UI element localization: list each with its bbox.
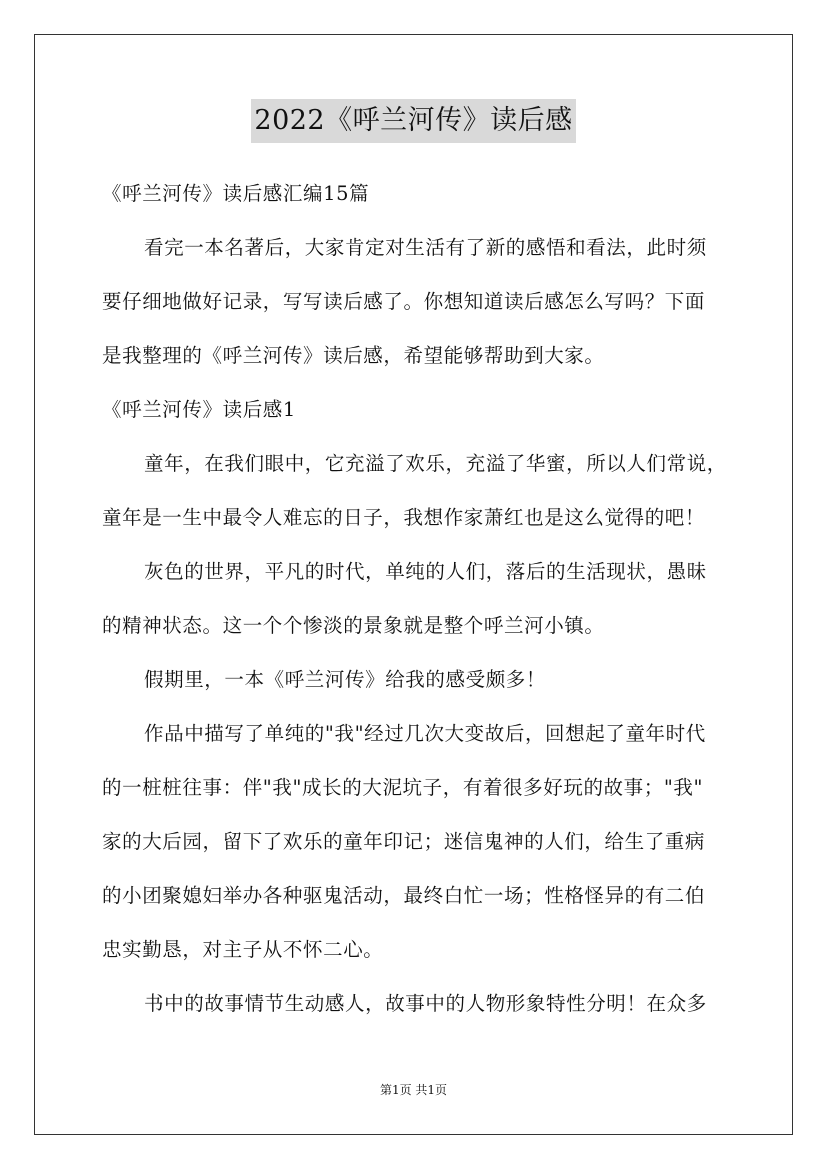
- paragraph-line: 书中的故事情节生动感人，故事中的人物形象特性分明！在众多: [144, 992, 707, 1015]
- paragraph-line: 童年，在我们眼中，它充溢了欢乐，充溢了华蜜，所以人们常说，: [144, 452, 727, 475]
- paragraph-line: 忠实勤恳，对主子从不怀二心。: [102, 938, 384, 961]
- paragraph-line: 假期里，一本《呼兰河传》给我的感受颇多！: [144, 668, 547, 691]
- paragraph-line: 的精神状态。这一个个惨淡的景象就是整个呼兰河小镇。: [102, 614, 605, 637]
- document-title: 2022《呼兰河传》读后感: [251, 99, 575, 143]
- paragraph-line: 灰色的世界，平凡的时代，单纯的人们，落后的生活现状，愚昧: [144, 560, 707, 583]
- paragraph-line: 看完一本名著后，大家肯定对生活有了新的感悟和看法，此时须: [144, 236, 707, 259]
- page-footer: 第1页 共1页: [379, 1083, 448, 1097]
- paragraph-line: 作品中描写了单纯的"我"经过几次大变故后，回想起了童年时代: [144, 722, 706, 745]
- paragraph-line: 家的大后园，留下了欢乐的童年印记；迷信鬼神的人们，给生了重病: [102, 830, 706, 853]
- paragraph-line: 童年是一生中最令人难忘的日子，我想作家萧红也是这么觉得的吧！: [102, 506, 706, 529]
- paragraph-line: 的小团聚媳妇举办各种驱鬼活动，最终白忙一场；性格怪异的有二伯: [102, 884, 706, 907]
- paragraph-line: 要仔细地做好记录，写写读后感了。你想知道读后感怎么写吗？下面: [102, 290, 706, 313]
- title-block: [0, 99, 827, 143]
- document-subtitle: 《呼兰河传》读后感汇编15篇: [102, 182, 370, 205]
- section-heading: 《呼兰河传》读后感1: [102, 398, 296, 421]
- paragraph-line: 的一桩桩往事：伴"我"成长的大泥坑子，有着很多好玩的故事；"我": [102, 776, 704, 799]
- paragraph-line: 是我整理的《呼兰河传》读后感，希望能够帮助到大家。: [102, 344, 605, 367]
